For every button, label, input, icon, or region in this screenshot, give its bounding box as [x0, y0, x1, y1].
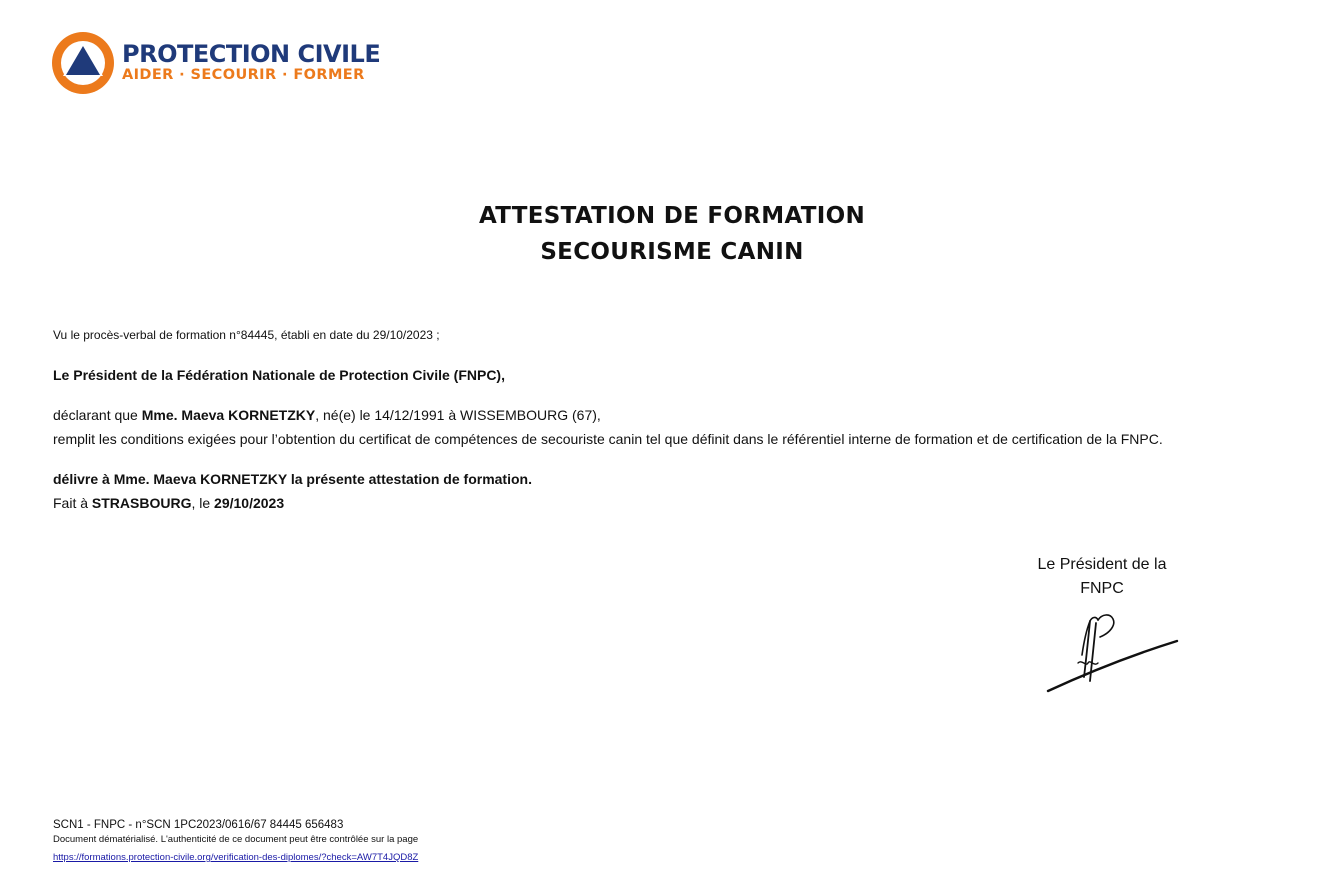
signatory-title-line-2: FNPC [1080, 580, 1124, 597]
document-title [0, 198, 1321, 270]
authenticity-note: Document dématérialisé. L'authenticité de ce document peut être contrôlée sur la page [53, 834, 419, 845]
protection-civile-emblem-icon [52, 32, 114, 94]
title-line-2: SECOURISME CANIN [540, 239, 804, 265]
signatory-title [1020, 553, 1184, 601]
done-prefix: Fait à [53, 495, 92, 511]
conditions-line: remplit les conditions exigées pour l’obtention du certificat de compétences de secouriste canin tel que définit dans le référentiel interne de formation et de certification de la FNPC. [53, 431, 1163, 447]
person-name: Mme. Maeva KORNETZKY [141, 407, 316, 423]
pv-reference-line: Vu le procès-verbal de formation n°84445, établi en date du 29/10/2023 ; [53, 328, 440, 342]
certificate-code: SCN1 - FNPC - n°SCN 1PC2023/0616/67 84445 656483 [53, 819, 344, 831]
declaring-prefix: déclarant que [53, 407, 142, 423]
verification-link[interactable]: https://formations.protection-civile.org/verification-des-diplomes/?check=AW7T4JQD8Z [53, 852, 419, 863]
logo-brand-name: PROTECTION CIVILE [122, 40, 381, 68]
delivery-line [53, 467, 532, 491]
birth-info: , né(e) le 14/12/1991 à WISSEMBOURG (67), [315, 407, 601, 423]
logo-tagline: AIDER · SECOURIR · FORMER [122, 67, 365, 83]
protection-civile-logo [52, 32, 392, 94]
president-declaration: Le Président de la Fédération Nationale de Protection Civile (FNPC), [53, 367, 505, 383]
delivery-statement: délivre à Mme. Maeva KORNETZKY la présente attestation de formation. [53, 471, 532, 487]
title-line-1: ATTESTATION DE FORMATION [478, 203, 866, 229]
date-prefix: , le [191, 495, 215, 511]
handwritten-signature [1042, 611, 1182, 695]
done-at-line [53, 491, 284, 515]
document-footer [53, 817, 418, 865]
president-line [53, 363, 505, 387]
issue-date: 29/10/2023 [214, 495, 285, 511]
signatory-title-line-1: Le Président de la [1037, 556, 1167, 573]
city: STRASBOURG [91, 495, 192, 511]
declaration-line [53, 403, 601, 427]
